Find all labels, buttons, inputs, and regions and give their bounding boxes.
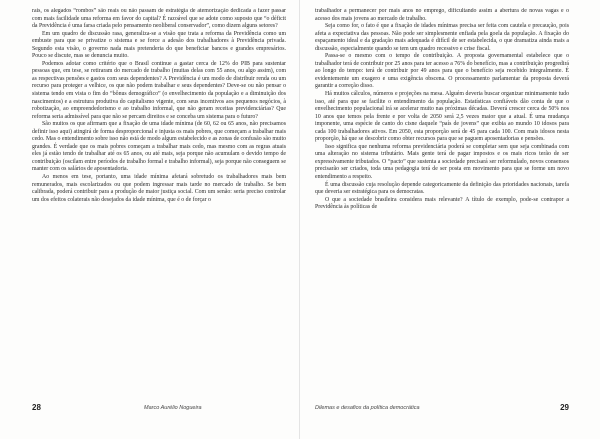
paragraph: Há muitos cálculos, números e projeções na mesa. Alguém deveria buscar organizar minimamente tudo isso, até para que se facilite o entendimento da população. Estatísticas confiáveis dão conta de que o envelhecimento populacional irá se acelerar muito nas próximas décadas. Deverá crescer cerca de 50% nos 10 anos que temos pela frente e por volta de 2050 será 2,5 vezes maior que a atual. É uma mudança imponente, uma espécie de canto do cisne daquele “país de jovens” que exibia ao mundo 10 idosos para cada 100 trabalhadores ativos. Em 2050, esta proporção será de 45 para cada 100. Com mais idosos nesta proporção, há que se descobrir como obter recursos para que se paguem aposentadorias e pensões. [315, 91, 569, 143]
paragraph: São muitos os que afirmam que a fixação de uma idade mínima (de 60, 62 ou 65 anos, não precisamos definir isso aqui) atingirá de forma desproporcional e injusta os mais pobres, que começam a trabalhar mais cedo. Mas o entendimento sobre isso não está de modo algum estabelecido e as zonas de confusão são muito grandes. É verdade que os mais pobres começam a trabalhar mais cedo, mas mesmo com as regras atuais eles já estão tendo de trabalhar até os 65 anos, ou até mais, seja porque não acumulam o devido tempo de contribuição (oscilam entre períodos de trabalho formal e trabalho informal), seja porque não conseguem se manter com os salários de aposentadoria. [32, 121, 286, 173]
page-number: 29 [560, 403, 569, 412]
running-footer-book-title: Dilemas e desafios da política democrática [315, 405, 420, 411]
running-footer-author: Marco Aurélio Nogueira [144, 405, 202, 411]
paragraph: Isso significa que nenhuma reforma previdenciária poderá se completar sem que seja combinada com uma alteração no sistema tributário. Mais gente terá de pagar impostos e os mais ricos terão de ser expressivamente tributados. O “pacto” que sustenta a sociedade precisará ser reformulado, novos consensos precisarão ser criados, toda uma pedagogia terá de ser posta em movimento para que se forme um novo entendimento a respeito. [315, 143, 569, 181]
paragraph: rais, os alegados “rombos” são reais ou não passam de estratégia de atemorização dedicada a fazer passar com mais facilidade uma reforma em favor do capital? É razoável que se adote como suposto que “o déficit da Previdência é uma farsa criada pelo pensamento neoliberal conservador”, como dizem alguns setores? [32, 8, 286, 30]
left-page-footer [32, 403, 286, 413]
paragraph: Seja como for, o fato é que a fixação de idades mínimas precisa ser feita com cautela e precaução, pois afeta a expectativa das pessoas. Não pode ser simplesmente enfiada pela goela da população. A fixação do espaçamento ideal e da gradação mais adequada é difícil de ser estabelecida, o que dramatiza ainda mais a discussão, especialmente quando se tem um quadro recessivo e crise fiscal. [315, 23, 569, 52]
right-page-footer [315, 403, 569, 413]
left-text-column [32, 8, 286, 403]
paragraph: O que a sociedade brasileira considera mais relevante? A título de exemplo, pode-se contrapor a Previdência às políticas de [315, 196, 569, 211]
paragraph: Passa-se o mesmo com o tempo de contribuição. A proposta governamental estabelece que o trabalhador terá de contribuir por 25 anos para ter acesso a 76% do benefício, mas a contribuição progredirá ao longo do tempo: terá de contribuir por 49 anos para que o benefício seja recebido integralmente. É evidentemente um exagero e uma exigência obscena. O processamento parlamentar da proposta deverá garantir a correção disso. [315, 53, 569, 90]
paragraph: trabalhador a permanecer por mais anos no emprego, dificultando assim a abertura de novas vagas e o acesso dos mais jovens ao mercado de trabalho. [315, 8, 569, 22]
right-text-column [315, 8, 569, 403]
paragraph: Podemos adotar como critério que o Brasil continue a gastar cerca de 12% do PIB para sustentar pessoas que, em tese, se retiraram do mercado de trabalho (muitas delas com 55 anos, ou algo assim), com as respectivas pensões e gastos com seus dependentes? A Previdência é um modo de distribuir renda ou um recurso para proteger a velhice, os que não podem trabalhar e seus dependentes? Deve-se ou não pensar o sistema tendo em vista o fim do “bônus demográfico” (o envelhecimento da população e a diminuição dos nascimentos) e a estrutura produtiva do capitalismo vigente, com seus incentivos aos pequenos negócios, à robotização, ao empreendedorismo e ao trabalho informal, que não geram receitas previdenciárias? Que reforma seria admissível para que não se percam direitos e se conceba um sistema para o futuro? [32, 60, 286, 120]
right-page [300, 0, 600, 439]
page-number: 28 [32, 403, 41, 412]
paragraph: Ao menos em tese, portanto, uma idade mínima afetará sobretudo os trabalhadores mais bem remunerados, mais escolarizados ou que podem ingressar mais tarde no mercado de trabalho. Se bem calibrada, poderá contribuir para a produção de maior justiça social. Com um senão: seria preciso controlar um dos efeitos colaterais não desejados da idade mínima, que é o de forçar o [32, 174, 286, 203]
paragraph: Em um quadro de discussão rasa, generaliza-se a visão que trata a reforma da Previdência como um embuste para que se privatize o sistema e se force a adesão dos trabalhadores à Previdência privada. Segundo esta visão, o governo nada mais pretenderia do que beneficiar bancos e grandes empresários. Pouco se discute, mas se denuncia muito. [32, 30, 286, 60]
paragraph: É uma discussão cuja resolução depende categoricamente da definição das prioridades nacionais, tarefa que deveria ser estratégica para os democratas. [315, 181, 569, 196]
